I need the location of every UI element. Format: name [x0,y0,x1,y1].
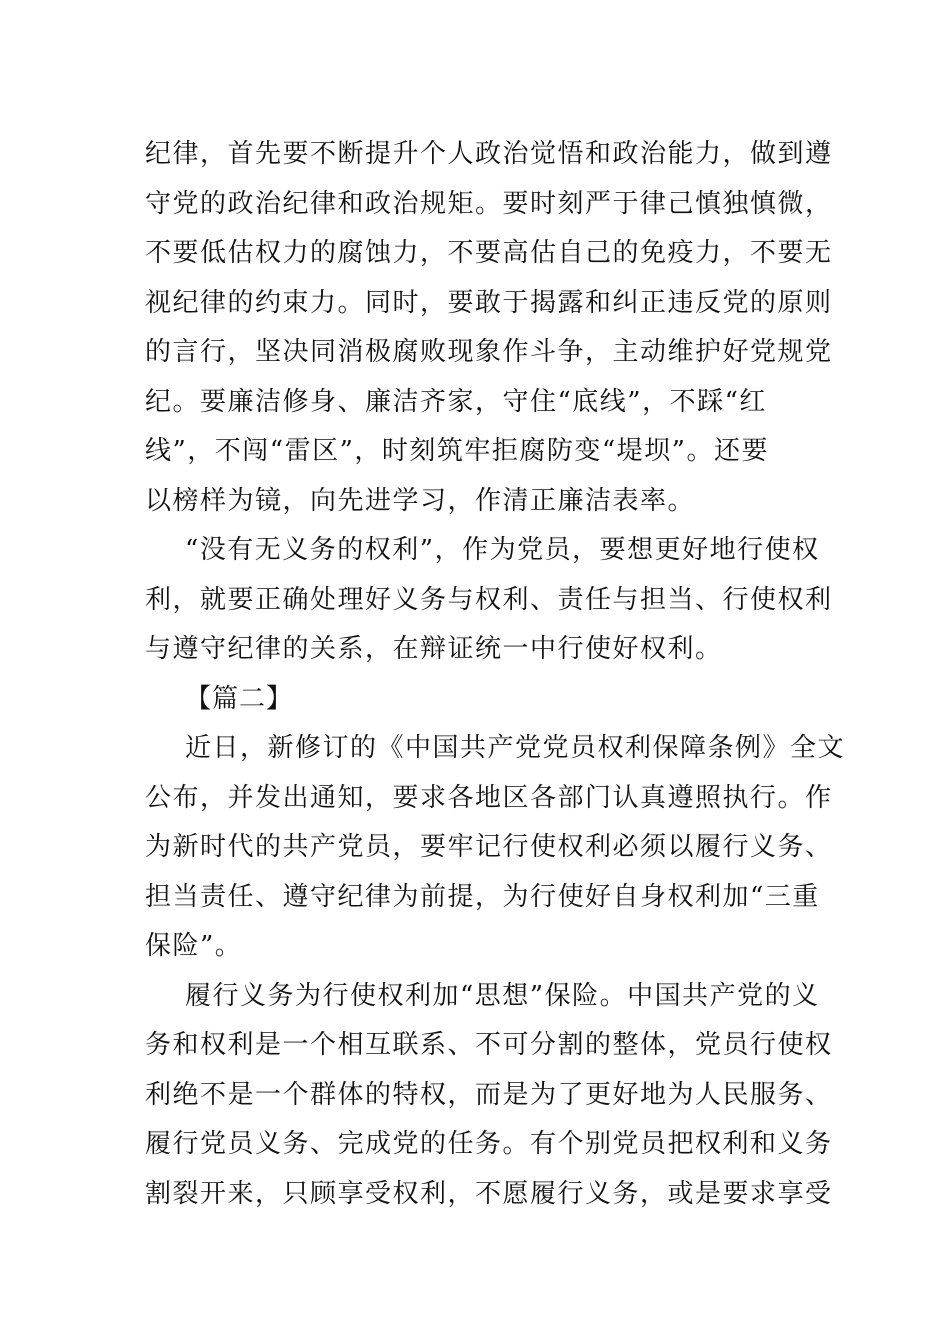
text-line: 保险”。 [145,931,243,961]
text-line: 割裂开来，只顾享受权利，不愿履行义务，或是要求享受 [145,1178,833,1209]
text-line: 守党的政治纪律和政治规矩。要时刻严于律己慎独慎微， [145,188,833,219]
text-line: 履行党员义务、完成党的任务。有个别党员把权利和义务 [145,1129,833,1159]
text-line: 利绝不是一个群体的特权，而是为了更好地为人民服务、 [145,1079,833,1110]
text-line: 以榜样为镜，向先进学习，作清正廉洁表率。 [145,485,696,516]
text-line: 与遵守纪律的关系，在辩证统一中行使好权利。 [145,634,723,664]
text-line: “没有无义务的权利”，作为党员，要想更好地行使权 [185,535,820,565]
document-body [145,130,846,1219]
text-line: 利，就要正确处理好义务与权利、责任与担当、行使权利 [145,584,833,615]
text-line: 不要低估权力的腐蚀力，不要高估自己的免疫力，不要无 [145,238,833,268]
text-line: 视纪律的约束力。同时，要敢于揭露和纠正违反党的原则 [145,287,833,318]
text-line: 担当责任、遵守纪律为前提，为行使好自身权利加“三重 [145,881,820,912]
section-heading: 【篇二】 [185,683,294,714]
text-line: 务和权利是一个相互联系、不可分割的整体，党员行使权 [145,1030,833,1060]
text-line: 公布，并发出通知，要求各地区各部门认真遵照执行。作 [145,782,833,813]
text-line: 的言行，坚决同消极腐败现象作斗争，主动维护好党规党 [145,337,833,367]
text-line: 为新时代的共产党员，要牢记行使权利必须以履行义务、 [145,832,833,862]
text-line: 近日，新修订的《中国共产党党员权利保障条例》全文 [185,733,846,763]
text-line: 线”，不闯“雷区”，时刻筑牢拒腐防变“堤坝”。还要 [145,436,769,466]
text-line: 纪。要廉洁修身、廉洁齐家，守住“底线”，不踩“红 [145,386,767,417]
text-line: 履行义务为行使权利加“思想”保险。中国共产党的义 [185,980,820,1011]
text-line: 纪律，首先要不断提升个人政治觉悟和政治能力，做到遵 [145,139,833,169]
